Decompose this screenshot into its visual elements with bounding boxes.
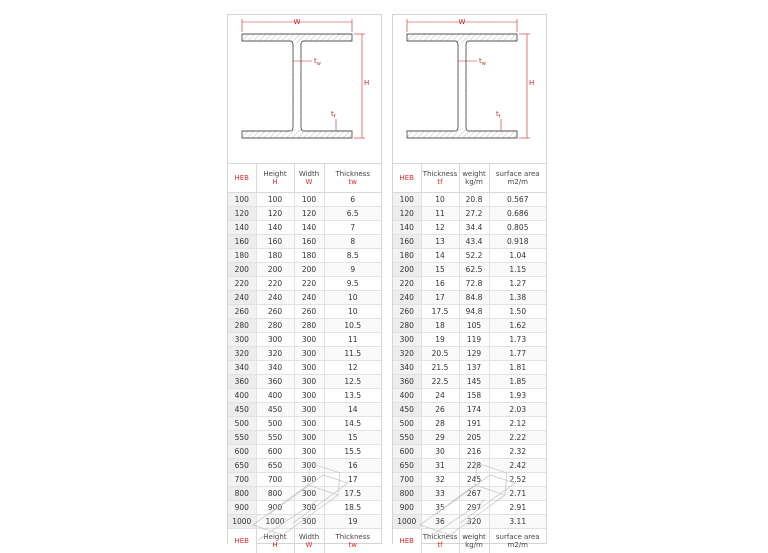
table-row <box>393 431 546 445</box>
row-heb-size: 220 <box>228 277 256 291</box>
table-cell: 30 <box>421 445 459 459</box>
table-cell: 17.5 <box>421 305 459 319</box>
table-cell: 100 <box>256 193 294 207</box>
table-cell: 20.5 <box>421 347 459 361</box>
table-cell: 119 <box>459 333 489 347</box>
table-cell: 11 <box>421 207 459 221</box>
table-cell: 15 <box>421 263 459 277</box>
row-heb-size: 340 <box>393 361 421 375</box>
table-cell: 32 <box>421 473 459 487</box>
table-cell: 216 <box>459 445 489 459</box>
table-cell: 300 <box>294 403 324 417</box>
table-cell: 600 <box>256 445 294 459</box>
row-heb-size: 700 <box>393 473 421 487</box>
heb-profile-diagram <box>228 15 381 164</box>
table-row <box>393 347 546 361</box>
table-cell: 267 <box>459 487 489 501</box>
table-row <box>228 375 381 389</box>
header-heb: HEB <box>228 164 256 193</box>
heb-profile-diagram-2 <box>393 15 546 164</box>
table-footer-row <box>393 529 546 553</box>
row-heb-size: 140 <box>393 221 421 235</box>
table-row <box>393 305 546 319</box>
table-cell: 300 <box>294 473 324 487</box>
table-row <box>393 235 546 249</box>
table-cell: 1.81 <box>489 361 546 375</box>
web-thickness-label: $t_w$ <box>479 57 486 67</box>
table-row <box>393 263 546 277</box>
table-cell: 26 <box>421 403 459 417</box>
table-cell: 14 <box>324 403 381 417</box>
table-cell: 0.567 <box>489 193 546 207</box>
table-row <box>393 459 546 473</box>
table-row <box>393 417 546 431</box>
table-row <box>228 235 381 249</box>
row-heb-size: 240 <box>228 291 256 305</box>
table-row <box>393 473 546 487</box>
table-cell: 180 <box>256 249 294 263</box>
table-cell: 2.52 <box>489 473 546 487</box>
row-heb-size: 220 <box>393 277 421 291</box>
row-heb-size: 180 <box>228 249 256 263</box>
table-cell: 300 <box>294 347 324 361</box>
row-heb-size: 650 <box>228 459 256 473</box>
header-surface-area: surface area m2/m <box>489 164 546 193</box>
table-cell: 105 <box>459 319 489 333</box>
table-cell: 16 <box>421 277 459 291</box>
row-heb-size: 900 <box>228 501 256 515</box>
table-row <box>393 249 546 263</box>
table-cell: 320 <box>459 515 489 529</box>
table-cell: 300 <box>294 515 324 529</box>
table-row <box>228 263 381 277</box>
table-cell: 1.38 <box>489 291 546 305</box>
row-heb-size: 120 <box>393 207 421 221</box>
table-row <box>393 221 546 235</box>
table-cell: 1.27 <box>489 277 546 291</box>
table-cell: 84.8 <box>459 291 489 305</box>
table-cell: 35 <box>421 501 459 515</box>
table-cell: 2.71 <box>489 487 546 501</box>
table-header-row <box>228 164 381 193</box>
i-beam-drawing <box>228 15 381 163</box>
table-row <box>393 403 546 417</box>
table-cell: 18.5 <box>324 501 381 515</box>
row-heb-size: 280 <box>228 319 256 333</box>
row-heb-size: 260 <box>393 305 421 319</box>
table-cell: 10.5 <box>324 319 381 333</box>
header-height: Height H <box>256 164 294 193</box>
table-cell: 12 <box>324 361 381 375</box>
row-heb-size: 600 <box>228 445 256 459</box>
table-cell: 450 <box>256 403 294 417</box>
table-cell: 0.918 <box>489 235 546 249</box>
row-heb-size: 1000 <box>228 515 256 529</box>
table-cell: 10 <box>324 291 381 305</box>
table-row <box>228 319 381 333</box>
left-dimension-table <box>228 164 381 553</box>
table-cell: 300 <box>294 361 324 375</box>
table-cell: 200 <box>294 263 324 277</box>
table-row <box>393 389 546 403</box>
row-heb-size: 700 <box>228 473 256 487</box>
table-cell: 8.5 <box>324 249 381 263</box>
row-heb-size: 550 <box>393 431 421 445</box>
table-cell: 300 <box>294 445 324 459</box>
table-cell: 650 <box>256 459 294 473</box>
table-cell: 280 <box>256 319 294 333</box>
table-cell: 17 <box>324 473 381 487</box>
table-cell: 160 <box>256 235 294 249</box>
row-heb-size: 160 <box>393 235 421 249</box>
table-row <box>393 319 546 333</box>
table-row <box>393 193 546 207</box>
table-cell: 19 <box>421 333 459 347</box>
row-heb-size: 300 <box>228 333 256 347</box>
table-row <box>228 403 381 417</box>
header-thickness-tw: Thickness tw <box>324 164 381 193</box>
table-cell: 1.50 <box>489 305 546 319</box>
table-cell: 94.8 <box>459 305 489 319</box>
table-cell: 20.8 <box>459 193 489 207</box>
table-cell: 1.15 <box>489 263 546 277</box>
table-cell: 400 <box>256 389 294 403</box>
table-cell: 100 <box>294 193 324 207</box>
row-heb-size: 240 <box>393 291 421 305</box>
table-cell: 17.5 <box>324 487 381 501</box>
table-cell: 220 <box>256 277 294 291</box>
table-cell: 17 <box>421 291 459 305</box>
table-row <box>393 277 546 291</box>
header-width: Width W <box>294 164 324 193</box>
table-cell: 16 <box>324 459 381 473</box>
table-cell: 29 <box>421 431 459 445</box>
table-cell: 22.5 <box>421 375 459 389</box>
table-cell: 2.03 <box>489 403 546 417</box>
table-row <box>228 207 381 221</box>
table-cell: 6 <box>324 193 381 207</box>
table-cell: 300 <box>294 389 324 403</box>
table-cell: 228 <box>459 459 489 473</box>
row-heb-size: 340 <box>228 361 256 375</box>
table-row <box>228 445 381 459</box>
table-cell: 21.5 <box>421 361 459 375</box>
table-cell: 27.2 <box>459 207 489 221</box>
table-cell: 200 <box>256 263 294 277</box>
table-cell: 300 <box>294 333 324 347</box>
table-cell: 11.5 <box>324 347 381 361</box>
table-cell: 6.5 <box>324 207 381 221</box>
table-cell: 8 <box>324 235 381 249</box>
table-header-row <box>393 164 546 193</box>
table-cell: 31 <box>421 459 459 473</box>
width-label: W <box>459 18 466 26</box>
table-row <box>228 277 381 291</box>
table-cell: 1.62 <box>489 319 546 333</box>
table-row <box>393 333 546 347</box>
table-cell: 13 <box>421 235 459 249</box>
table-cell: 260 <box>256 305 294 319</box>
row-heb-size: 120 <box>228 207 256 221</box>
header-thickness-tf: Thickness tf <box>421 164 459 193</box>
table-cell: 700 <box>256 473 294 487</box>
table-cell: 191 <box>459 417 489 431</box>
table-cell: 62.5 <box>459 263 489 277</box>
table-row <box>228 389 381 403</box>
i-beam-drawing-2 <box>393 15 546 163</box>
table-cell: 300 <box>294 459 324 473</box>
table-cell: 360 <box>256 375 294 389</box>
table-row <box>393 515 546 529</box>
table-cell: 34.4 <box>459 221 489 235</box>
height-label: H <box>364 79 369 87</box>
table-row <box>228 473 381 487</box>
table-cell: 0.686 <box>489 207 546 221</box>
table-cell: 72.8 <box>459 277 489 291</box>
table-cell: 158 <box>459 389 489 403</box>
table-cell: 297 <box>459 501 489 515</box>
table-cell: 52.2 <box>459 249 489 263</box>
footer-weight: weight kg/m <box>459 529 489 553</box>
footer-thickness-tf: Thickness tf <box>421 529 459 553</box>
table-cell: 160 <box>294 235 324 249</box>
table-row <box>228 431 381 445</box>
table-cell: 15.5 <box>324 445 381 459</box>
table-row <box>393 207 546 221</box>
table-cell: 205 <box>459 431 489 445</box>
row-heb-size: 400 <box>393 389 421 403</box>
table-cell: 240 <box>294 291 324 305</box>
row-heb-size: 400 <box>228 389 256 403</box>
table-cell: 260 <box>294 305 324 319</box>
table-cell: 120 <box>256 207 294 221</box>
footer-thickness-tw: Thickness tw <box>324 529 381 553</box>
row-heb-size: 450 <box>393 403 421 417</box>
table-cell: 174 <box>459 403 489 417</box>
table-cell: 18 <box>421 319 459 333</box>
table-cell: 0.805 <box>489 221 546 235</box>
table-cell: 19 <box>324 515 381 529</box>
row-heb-size: 650 <box>393 459 421 473</box>
table-row <box>228 291 381 305</box>
row-heb-size: 260 <box>228 305 256 319</box>
table-cell: 14.5 <box>324 417 381 431</box>
row-heb-size: 360 <box>228 375 256 389</box>
table-cell: 120 <box>294 207 324 221</box>
table-cell: 137 <box>459 361 489 375</box>
table-cell: 300 <box>294 431 324 445</box>
table-cell: 7 <box>324 221 381 235</box>
table-cell: 9 <box>324 263 381 277</box>
table-cell: 320 <box>256 347 294 361</box>
table-cell: 10 <box>324 305 381 319</box>
table-cell: 240 <box>256 291 294 305</box>
row-heb-size: 160 <box>228 235 256 249</box>
table-cell: 1.73 <box>489 333 546 347</box>
row-heb-size: 900 <box>393 501 421 515</box>
table-cell: 3.11 <box>489 515 546 529</box>
table-cell: 1000 <box>256 515 294 529</box>
table-cell: 11 <box>324 333 381 347</box>
table-row <box>228 459 381 473</box>
row-heb-size: 320 <box>393 347 421 361</box>
row-heb-size: 800 <box>228 487 256 501</box>
table-cell: 1.04 <box>489 249 546 263</box>
table-cell: 9.5 <box>324 277 381 291</box>
table-row <box>393 375 546 389</box>
table-cell: 500 <box>256 417 294 431</box>
height-label: H <box>529 79 534 87</box>
row-heb-size: 1000 <box>393 515 421 529</box>
table-cell: 1.93 <box>489 389 546 403</box>
table-cell: 140 <box>294 221 324 235</box>
table-cell: 36 <box>421 515 459 529</box>
row-heb-size: 200 <box>228 263 256 277</box>
table-cell: 300 <box>294 501 324 515</box>
row-heb-size: 100 <box>228 193 256 207</box>
table-cell: 28 <box>421 417 459 431</box>
table-cell: 145 <box>459 375 489 389</box>
width-label: W <box>294 18 301 26</box>
table-cell: 33 <box>421 487 459 501</box>
table-row <box>228 417 381 431</box>
row-heb-size: 300 <box>393 333 421 347</box>
row-heb-size: 200 <box>393 263 421 277</box>
table-cell: 300 <box>256 333 294 347</box>
table-row <box>228 249 381 263</box>
table-cell: 800 <box>256 487 294 501</box>
table-cell: 14 <box>421 249 459 263</box>
table-row <box>228 305 381 319</box>
flange-thickness-label: $t_f$ <box>496 110 501 120</box>
table-row <box>228 487 381 501</box>
row-heb-size: 280 <box>393 319 421 333</box>
table-cell: 12 <box>421 221 459 235</box>
table-cell: 2.12 <box>489 417 546 431</box>
footer-heb: HEB <box>228 529 256 553</box>
table-cell: 43.4 <box>459 235 489 249</box>
table-cell: 220 <box>294 277 324 291</box>
footer-width: Width W <box>294 529 324 553</box>
footer-surface-area: surface area m2/m <box>489 529 546 553</box>
table-row <box>228 221 381 235</box>
table-cell: 24 <box>421 389 459 403</box>
table-cell: 550 <box>256 431 294 445</box>
table-cell: 10 <box>421 193 459 207</box>
table-row <box>228 193 381 207</box>
row-heb-size: 500 <box>393 417 421 431</box>
left-panel <box>227 14 382 544</box>
row-heb-size: 800 <box>393 487 421 501</box>
table-cell: 2.42 <box>489 459 546 473</box>
table-cell: 300 <box>294 375 324 389</box>
footer-heb: HEB <box>393 529 421 553</box>
table-cell: 300 <box>294 487 324 501</box>
row-heb-size: 450 <box>228 403 256 417</box>
table-cell: 180 <box>294 249 324 263</box>
table-cell: 280 <box>294 319 324 333</box>
table-row <box>393 501 546 515</box>
row-heb-size: 600 <box>393 445 421 459</box>
row-heb-size: 500 <box>228 417 256 431</box>
table-cell: 2.32 <box>489 445 546 459</box>
table-cell: 2.91 <box>489 501 546 515</box>
table-cell: 900 <box>256 501 294 515</box>
row-heb-size: 320 <box>228 347 256 361</box>
web-thickness-label: $t_w$ <box>314 57 321 67</box>
row-heb-size: 100 <box>393 193 421 207</box>
table-row <box>228 501 381 515</box>
flange-thickness-label: $t_f$ <box>331 110 336 120</box>
table-row <box>228 347 381 361</box>
table-row <box>393 361 546 375</box>
table-row <box>393 291 546 305</box>
table-cell: 300 <box>294 417 324 431</box>
table-row <box>393 487 546 501</box>
row-heb-size: 360 <box>393 375 421 389</box>
table-cell: 1.77 <box>489 347 546 361</box>
right-property-table <box>393 164 546 553</box>
table-row <box>228 361 381 375</box>
header-weight: weight kg/m <box>459 164 489 193</box>
row-heb-size: 180 <box>393 249 421 263</box>
table-cell: 245 <box>459 473 489 487</box>
table-cell: 2.22 <box>489 431 546 445</box>
table-cell: 1.85 <box>489 375 546 389</box>
table-cell: 12.5 <box>324 375 381 389</box>
table-row <box>228 333 381 347</box>
table-row <box>228 515 381 529</box>
footer-height: Height H <box>256 529 294 553</box>
table-cell: 15 <box>324 431 381 445</box>
right-panel <box>392 14 547 544</box>
table-row <box>393 445 546 459</box>
table-cell: 140 <box>256 221 294 235</box>
header-heb: HEB <box>393 164 421 193</box>
table-cell: 340 <box>256 361 294 375</box>
table-cell: 129 <box>459 347 489 361</box>
table-cell: 13.5 <box>324 389 381 403</box>
table-footer-row <box>228 529 381 553</box>
row-heb-size: 550 <box>228 431 256 445</box>
row-heb-size: 140 <box>228 221 256 235</box>
